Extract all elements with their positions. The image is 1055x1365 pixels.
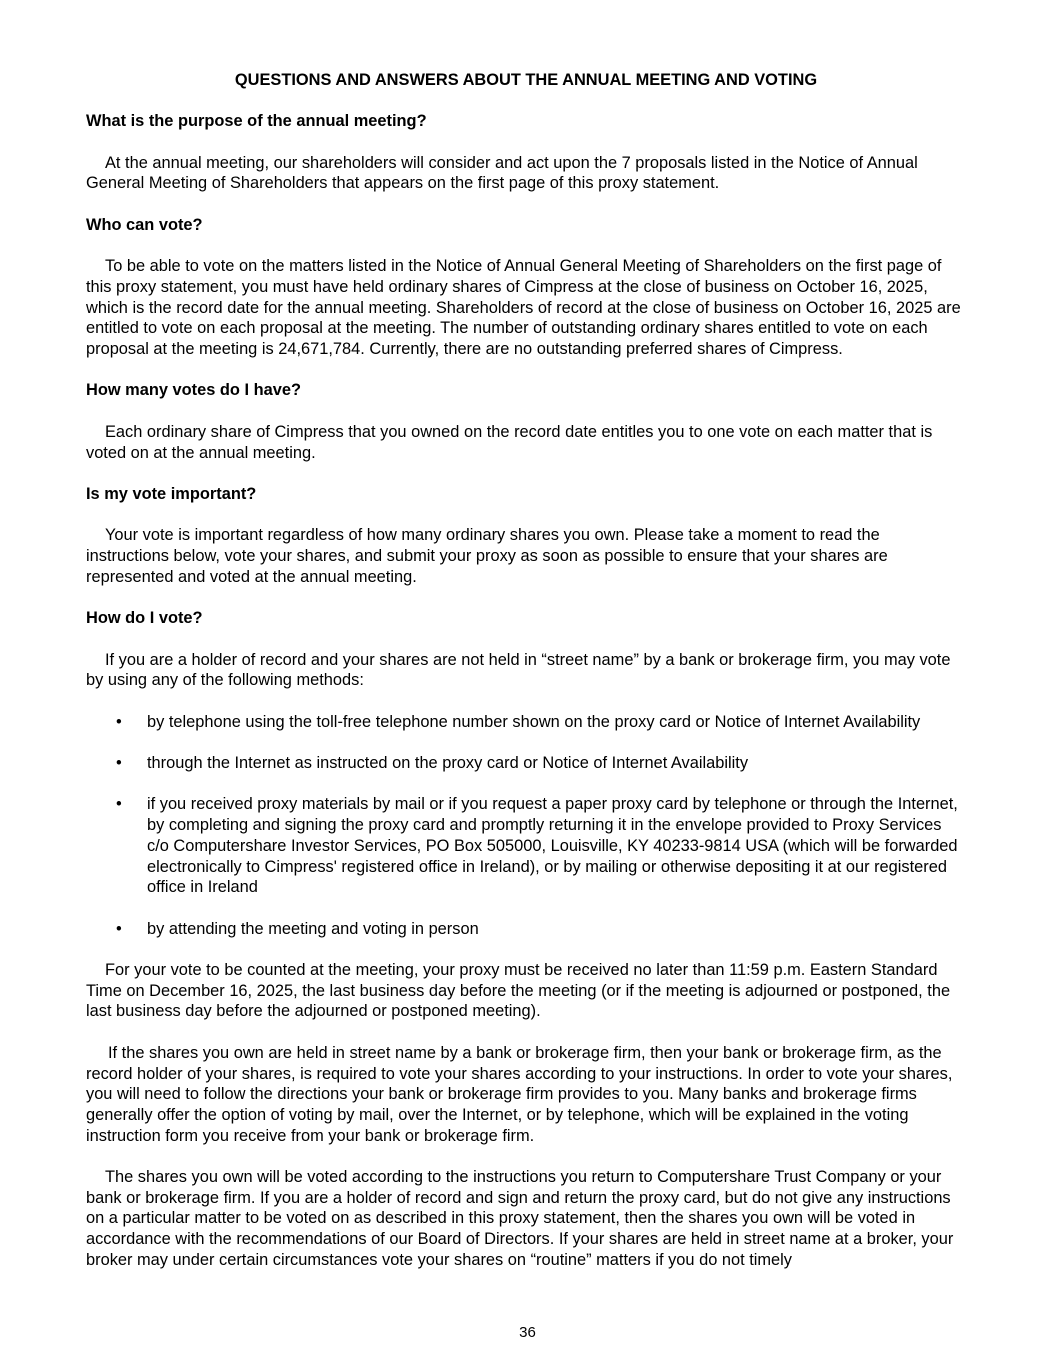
page-number: 36 (519, 1324, 536, 1341)
bullet-icon: • (116, 919, 122, 938)
paragraph-voted-according: The shares you own will be voted according to the instructions you return to Computershare Trust Company or your bank or brokerage firm. If you are a holder of record and sign and return the proxy card, but do not give any instructions on a particular matter to be voted on as described in this proxy statement, then the shares you own will be voted in accordance with the recommendations of our Board of Directors. If your shares are held in street name at a broker, your broker may under certain circumstances vote your shares on “routine” matters if you do not timely (86, 1168, 954, 1269)
bullet-icon: • (116, 795, 122, 814)
question-who-can-vote: Who can vote? (86, 215, 203, 234)
question-how-to-vote: How do I vote? (86, 609, 203, 628)
answer-purpose: At the annual meeting, our shareholders will consider and act upon the 7 proposals listed in the Notice of Annual General Meeting of Shareholders that appears on the first page of this proxy statement. (86, 153, 918, 193)
list-item (86, 712, 966, 733)
bullet-icon: • (116, 712, 122, 731)
list-item (86, 919, 966, 940)
question-purpose: What is the purpose of the annual meeting? (86, 112, 427, 131)
question-vote-important: Is my vote important? (86, 484, 257, 503)
answer-who-can-vote: To be able to vote on the matters listed in the Notice of Annual General Meeting of Shareholders on the first page of this proxy statement, you must have held ordinary shares of Cimpress at the close of business on October 16, 2025, which is the record date for the annual meeting. Shareholders of record at the close of business on October 16, 2025 are entitled to vote on each proposal at the meeting. The number of outstanding ordinary shares entitled to vote on each proposal at the meeting is 24,671,784. Currently, there are no outstanding preferred shares of Cimpress. (86, 257, 961, 359)
voting-method-mail: if you received proxy materials by mail or if you request a paper proxy card by telephone or through the Internet, by completing and signing the proxy card and promptly returning it in the envelope provided to Proxy Services c/o Computershare Investor Services, PO Box 505000, Louisville, KY 40233-9814 USA (which will be forwarded electronically to Cimpress' registered office in Ireland), or by mailing or otherwise depositing it at our registered office in Ireland (147, 795, 958, 897)
document-page (86, 70, 966, 1291)
bullet-icon: • (116, 754, 122, 773)
paragraph-street-name: If the shares you own are held in street name by a bank or brokerage firm, then your bank or brokerage firm, as the record holder of your shares, is required to vote your shares according to your instructions. In order to vote your shares, you will need to follow the directions your bank or brokerage firm provides to you. Many banks and brokerage firms generally offer the option of voting by mail, over the Internet, or by telephone, which will be explained in the voting instruction form you receive from your bank or brokerage firm. (86, 1043, 953, 1145)
voting-methods-list (86, 712, 966, 940)
list-item (86, 794, 966, 898)
voting-method-internet: through the Internet as instructed on the proxy card or Notice of Internet Availability (147, 754, 749, 773)
list-item (86, 753, 966, 774)
answer-how-many-votes: Each ordinary share of Cimpress that you owned on the record date entitles you to one vote on each matter that is voted on at the annual meeting. (86, 422, 933, 462)
page-heading: QUESTIONS AND ANSWERS ABOUT THE ANNUAL MEETING AND VOTING (234, 71, 818, 89)
answer-how-to-vote-intro: If you are a holder of record and your shares are not held in “street name” by a bank or brokerage firm, you may vote by using any of the following methods: (86, 650, 951, 690)
paragraph-deadline: For your vote to be counted at the meeting, your proxy must be received no later than 11:59 p.m. Eastern Standard Time on December 16, 2025, the last business day before the meeting (or if the meeting is adjourned or postponed, the last business day before the adjourned or postponed meeting). (86, 961, 951, 1021)
voting-method-in-person: by attending the meeting and voting in person (147, 919, 479, 938)
voting-method-telephone: by telephone using the toll-free telephone number shown on the proxy card or Notice of Internet Availability (147, 712, 921, 731)
question-how-many-votes: How many votes do I have? (86, 381, 301, 400)
answer-vote-important: Your vote is important regardless of how many ordinary shares you own. Please take a moment to read the instructions below, vote your shares, and submit your proxy as soon as possible to ensure that your shares are represented and voted at the annual meeting. (86, 526, 888, 586)
